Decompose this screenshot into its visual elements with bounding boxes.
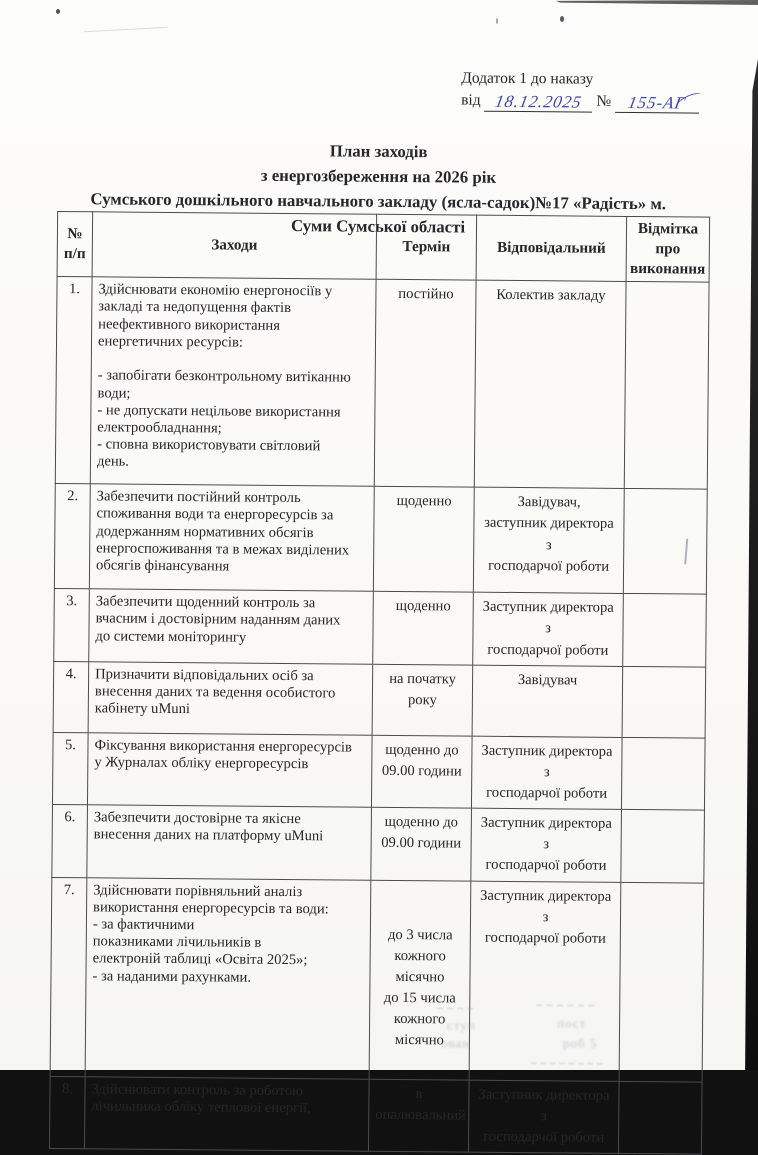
responsible-cell: Заступник директора з господарчої роботи [469, 881, 621, 1081]
table-header-row [57, 211, 710, 282]
mark-cell [618, 1081, 702, 1154]
mark-cell [623, 594, 707, 667]
measure-cell: Здійснювати контроль за роботою лічильника обліку теплової енергії, [84, 1076, 369, 1151]
title-line1: План заходів [329, 141, 428, 162]
term-cell: в опалювальний [368, 1079, 469, 1152]
title-line3: Сумського дошкільного навчального закладу (ясла-садок)№17 «Радість» м. [90, 189, 667, 214]
row-number-cell: 8. [49, 1076, 85, 1149]
table-row [52, 732, 705, 810]
bleed-through-text: роб 5 [562, 1035, 598, 1051]
term-cell: постійно [374, 279, 476, 487]
ink-speck [496, 18, 498, 24]
term-cell: щоденно [373, 486, 474, 592]
annex-number-label: № [596, 92, 612, 110]
annex-line2 [461, 90, 699, 114]
row-number-cell: 3. [54, 589, 90, 662]
row-number-cell: 1. [55, 277, 92, 484]
header-responsible: Відповідальний [476, 215, 627, 281]
header-number: № п/п [57, 211, 93, 276]
measure-cell: Призначити відповідальних осіб за внесення даних та ведення особистого кабінету uMuni [88, 661, 373, 734]
measure-cell: Фіксування використання енергоресурсів у Журналах обліку енергоресурсів [87, 732, 372, 807]
annex-number-handwritten: 155-АГ [626, 92, 688, 113]
row-number-cell: 7. [50, 877, 87, 1076]
responsible-cell: Заступник директора з господарчої роботи [471, 736, 622, 810]
measure-cell: Здійснювати порівняльний аналіз використання енергоресурсів та води: - за фактичними показниками лічильників в електроній таблиці «Освіта 2025»; - за наданими рахунками. [85, 877, 371, 1078]
measure-cell: Забезпечити щоденний контроль за вчасним і достовірним наданням даних до системи моніторингу [89, 589, 374, 664]
annex-date-handwritten: 18.12.2025 [493, 91, 584, 112]
title-line2: з енергозбереження на 2026 рік [260, 165, 497, 187]
responsible-cell: Заступник директора з господарчої роботи [468, 1080, 619, 1154]
annex-date-underline [484, 91, 592, 113]
bleed-through-text: пост [557, 1015, 587, 1031]
term-cell: до 3 числа кожного місячно до 15 числа кожного місячно [369, 880, 471, 1080]
measure-cell: Забезпечити достовірне та якісне внесення даних на платформу uMuni [87, 805, 372, 880]
measures-table [49, 211, 710, 1155]
responsible-cell: Завідувач, заступник директора з господарчої роботи [473, 487, 624, 593]
annex-from-label: від [461, 91, 481, 109]
responsible-cell: Колектив закладу [474, 280, 626, 488]
mark-cell [619, 882, 704, 1082]
row-number-cell: 2. [54, 484, 90, 589]
term-cell: на початку року [372, 664, 473, 736]
table-row [52, 805, 705, 883]
term-cell: щоденно [373, 591, 474, 664]
table-row [54, 589, 707, 667]
header-term: Термін [376, 214, 477, 280]
mark-cell [622, 666, 706, 738]
table-row [55, 277, 709, 490]
title-line4: Суми Сумської області [290, 216, 466, 237]
mark-cell [621, 810, 705, 883]
header-measures: Заходи [92, 212, 377, 280]
measure-cell: Здійснювати економію енергоносіїв у закладі та недопущення фактів неефективного використання енергетичних ресурсів: - запобігати безконтрольному витіканню води; - не допускати нецільове використання електрообладнання; - сповна використовувати світловий день. [90, 277, 376, 486]
table-row [54, 484, 707, 595]
mark-cell [624, 282, 709, 490]
ink-speck [560, 16, 564, 22]
measure-cell: Забезпечити постійний контроль споживання води та енергоресурсів за додержанням нормативних обсягів енергоспоживання та в межах виділених обсягів фінансування [89, 484, 374, 591]
row-number-cell: 4. [53, 661, 89, 732]
table-row [50, 877, 704, 1082]
bleed-through-mark [437, 1007, 473, 1009]
table-row [53, 661, 706, 738]
table-row [49, 1076, 702, 1154]
mark-cell [621, 737, 705, 810]
annex-line1: Додаток 1 до наказу [461, 69, 594, 88]
responsible-cell: Заступник директора з господарчої роботи [473, 592, 624, 666]
mark-cell [623, 489, 707, 595]
bleed-through-text: ован [440, 1035, 471, 1051]
responsible-cell: Заступник директора з господарчої роботи [471, 808, 622, 882]
header-mark: Відмітка про виконання [626, 216, 710, 282]
ink-speck [56, 9, 60, 14]
term-cell: щоденно до 09.00 години [371, 807, 472, 880]
row-number-cell: 6. [52, 805, 88, 878]
responsible-cell: Завідувач [472, 665, 623, 737]
annex-block [461, 68, 699, 114]
term-cell: щоденно до 09.00 години [371, 735, 472, 808]
row-number-cell: 5. [52, 732, 88, 805]
bleed-through-text: ступ [447, 1017, 476, 1033]
table-body [49, 277, 709, 1155]
